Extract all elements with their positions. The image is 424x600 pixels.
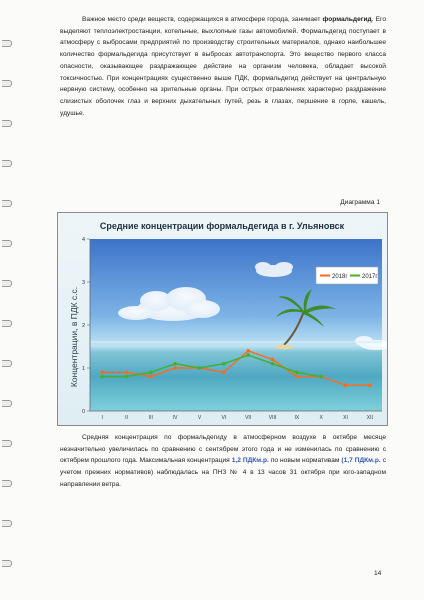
binder-hole (2, 560, 12, 567)
binder-hole (2, 120, 12, 127)
series-point-1 (295, 371, 299, 375)
x-tick-label: IV (172, 415, 178, 421)
y-tick-label: 3 (81, 280, 85, 286)
series-point-1 (319, 375, 323, 379)
series-point-0 (125, 371, 129, 375)
series-point-0 (173, 366, 177, 370)
series-point-0 (246, 349, 250, 353)
analysis-text-1: Средняя концентрация по формальдегиду в атмосферном воздухе в октябре месяце незначительно увеличилась по сравнению с сентябрем этого года и не изменилась по сравнению с октябрем прошлого года. Максимальная концентрация (60, 434, 386, 465)
series-point-0 (149, 375, 153, 379)
binder-hole (2, 520, 12, 527)
page-number: 14 (374, 570, 382, 577)
binder-hole (2, 160, 12, 167)
y-tick-label: 1 (81, 366, 85, 372)
series-point-1 (198, 366, 202, 370)
series-point-1 (100, 375, 104, 379)
y-tick-label: 0 (81, 409, 85, 415)
x-tick-label: VI (221, 415, 227, 421)
y-tick-label: 4 (81, 237, 85, 243)
series-point-1 (149, 371, 153, 375)
x-tick-label: VII (245, 415, 252, 421)
x-tick-label: III (148, 415, 153, 421)
x-tick-label: XI (343, 415, 348, 421)
series-point-0 (100, 371, 104, 375)
intro-rest: . Его выделяют теплоэлектростанции, котельные, выхлопные газы автомобилей. Формальдегид поступает в атмосферу с выбросами предприятий по производству строительных материалов, однако наибольшее количество формальдегида присутствует в выбросах автотранспорта. Это вещество первого класса опасности, оказывающее раздражающее действие на организм человека, обладает высокой токсичностью. При концентрациях существенно выше ПДК, формальдегид действует на центральную нервную систему, особенно на зрительные органы. При острых отравлениях характерно раздражение слизистых оболочек глаз и верхних дыхательных путей, резь в глазах, першение в горле, кашель, удушье. (60, 16, 386, 117)
series-point-1 (246, 353, 250, 357)
chart-svg (58, 213, 387, 425)
series-point-0 (295, 375, 299, 379)
x-tick-label: XII (366, 415, 373, 421)
chart-container (57, 212, 388, 426)
binder-margin (0, 0, 16, 600)
binder-hole (2, 200, 12, 207)
analysis-text-3: с учетом прежних нормативов) наблюдалась на ПНЗ № 4 в 13 часов 31 октября при юго-западном направлении ветра. (60, 457, 387, 488)
series-point-1 (173, 362, 177, 366)
binder-hole (2, 80, 12, 87)
y-tick-label: 2 (81, 323, 85, 329)
chart-title: Средние концентрации формальдегида в г. Ульяновск (99, 221, 345, 231)
diagram-caption: Диаграмма 1 (340, 199, 380, 206)
binder-hole (2, 40, 12, 47)
x-tick-label: V (197, 415, 202, 421)
x-tick-label: I (101, 415, 103, 421)
binder-hole (2, 400, 12, 407)
series-point-0 (222, 371, 226, 375)
series-point-0 (271, 358, 275, 362)
max-concentration-old: (1,7 ПДКм.р. (341, 457, 381, 465)
series-point-1 (222, 362, 226, 366)
analysis-paragraph (60, 432, 386, 491)
max-concentration-new: 1,2 ПДКм.р. (231, 457, 269, 465)
binder-hole (2, 240, 12, 247)
binder-hole (2, 440, 12, 447)
legend-label-2017: 2017г (362, 274, 378, 280)
series-point-1 (271, 362, 275, 366)
binder-hole (2, 480, 12, 487)
intro-lead: Важное место среди веществ, содержащихся в атмосфере города, занимает (82, 16, 323, 23)
analysis-text-2: по новым нормативам (268, 457, 342, 465)
x-tick-label: II (125, 415, 128, 421)
plot-background-photo (90, 239, 387, 411)
x-tick-label: VIII (268, 415, 277, 421)
chart-legend (316, 267, 378, 284)
binder-hole (2, 360, 12, 367)
series-point-1 (125, 375, 129, 379)
x-tick-label: X (319, 415, 323, 421)
intro-paragraph (60, 14, 386, 119)
binder-hole (2, 320, 12, 327)
x-tick-label: IX (294, 415, 300, 421)
legend-label-2018: 2018г (332, 274, 348, 280)
formaldehyde-term: формальдегид (322, 16, 372, 23)
binder-hole (2, 280, 12, 287)
y-axis-label: Концентрации, в ПДК с.с. (69, 286, 79, 388)
series-point-0 (368, 383, 372, 387)
series-point-0 (344, 383, 348, 387)
